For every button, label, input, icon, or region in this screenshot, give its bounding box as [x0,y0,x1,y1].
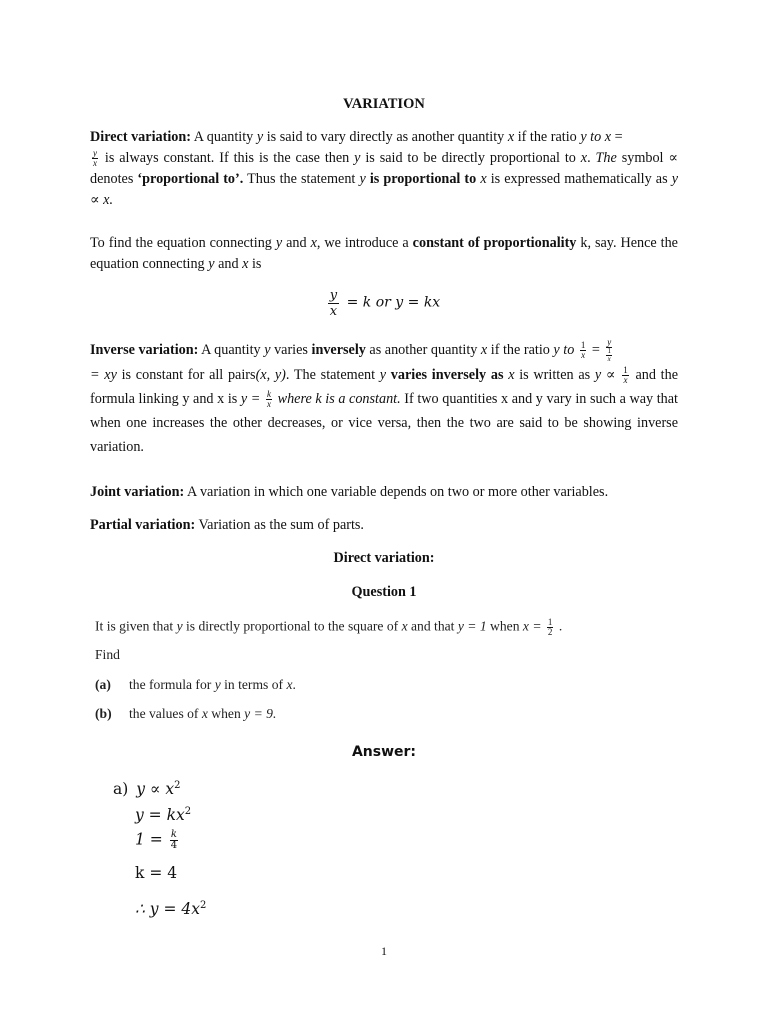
proportional-expression: y ∝ x. [90,171,678,208]
inverse-variation-paragraph: Inverse variation: A quantity y varies inversely as another quantity x if the ratio y to $\frac{1}{x}$ = $\frac{y}{\frac{1}{x}}$ = xy is constant for all pairs(x, y). The statement y varies inversely as x is written as y ∝ $\frac{1}{x}$ and the formula linking y and x is y = $\frac{k}{x}$ where k is a constant. If two quantities x and y vary in such a way that when one increases the other decreases, or vice versa, then the two are said to be showing inverse variation. [90,337,679,456]
inverse-variation-label: Inverse variation: [90,342,199,358]
answer-heading: Answer: [351,744,417,760]
page-title: VARIATION [343,96,425,112]
question-part-b: (b) the values of x when y = 9. [95,706,277,721]
question-part-a: (a) the formula for y in terms of x. [95,677,296,692]
direct-variation-paragraph: Direct variation: A quantity y is said to vary directly as another quantity x if the ratio y to x = $\frac{y}{x}$ is always constant. If this is the case then y is said to be directly proportional to x. The symbol ∝ denotes ‘proportional to’. Thus the statement y is proportional to x is expressed mathematically as y ∝ x. [90,129,678,208]
direct-variation-formula: $\frac{y}{x}$ = k or y = kx [329,288,441,319]
ratio-text: y to x [580,129,612,145]
equation-intro-paragraph: To find the equation connecting y and x, we introduce a constant of proportionality k, say. Hence the equation connecting y and x is [90,235,678,272]
answer-line-1: a) $y \propto x^2$ [113,780,181,799]
answer-line-3: 1 = $\frac{k}{4}$ [135,829,178,851]
y-over-x-fraction: $\frac{y}{x}$ [93,148,97,169]
question-find: Find [95,647,120,662]
question-heading: Question 1 [351,584,417,600]
joint-variation-paragraph: Joint variation: A variation in which one variable depends on two or more other variables. [90,484,609,500]
answer-line-5: ∴ $y = 4x^2$ [135,900,207,919]
question-line-1: It is given that y is directly proportional to the square of x and that y = 1 when x = $\frac{1}{2}$ . [95,617,563,637]
joint-variation-label: Joint variation: [90,484,185,500]
answer-line-2: $y = kx^2$ [135,806,192,825]
direct-variation-label: Direct variation: [90,129,191,145]
partial-variation-label: Partial variation: [90,517,196,533]
constant-of-proportionality-term: constant of proportionality [412,235,577,251]
page-number: 1 [381,944,387,958]
proportional-to-term: ‘proportional to’. [137,171,244,187]
partial-variation-paragraph: Partial variation: Variation as the sum of parts. [90,517,364,533]
section-heading-direct: Direct variation: [333,550,435,566]
answer-line-4: k = 4 [135,864,178,882]
